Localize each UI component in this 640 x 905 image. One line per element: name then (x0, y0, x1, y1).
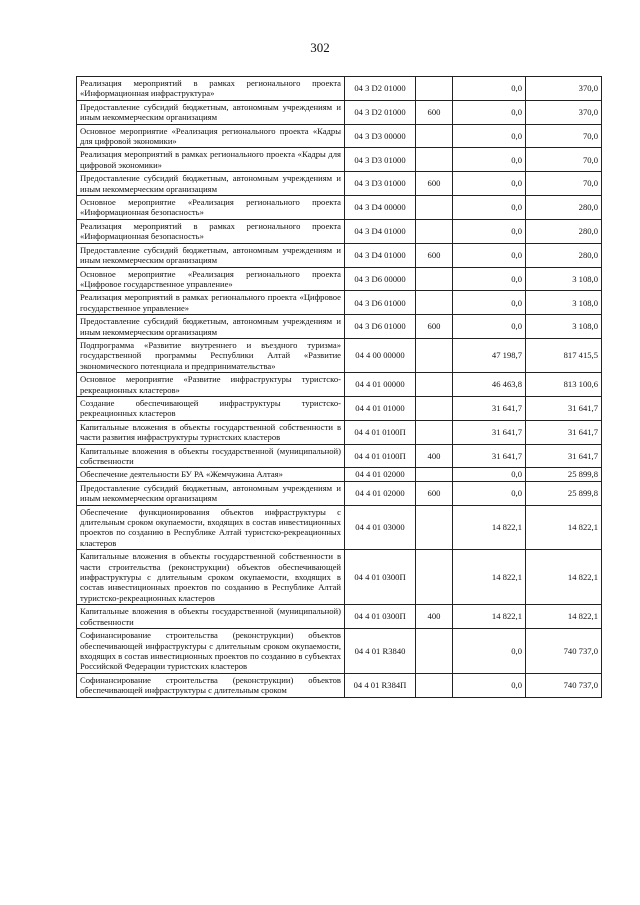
table-row (77, 505, 602, 550)
row-code-cell: 04 4 01 03000 (345, 505, 416, 550)
row-amount-1-cell: 0,0 (453, 77, 526, 101)
row-amount-1-cell: 47 198,7 (453, 338, 526, 372)
budget-table-body (77, 77, 602, 698)
row-amount-2-cell: 3 108,0 (526, 291, 602, 315)
row-expense-type-cell: 600 (416, 100, 453, 124)
page-number: 302 (310, 40, 330, 55)
row-code-cell: 04 4 01 0100П (345, 444, 416, 468)
table-row (77, 605, 602, 629)
row-name-cell: Капитальные вложения в объекты государственной собственности в части развития инфраструктуры турнстских кластеров (77, 420, 345, 444)
row-name-cell: Капитальные вложения в объекты государственной собственности в части строительства (реконструкции) объектов обеспечивающей инфраструктуры с длительным сроком окупаемости, входящих в состав инвестиционных проектов по созданию в Республике Алтай туристско-рекреационных кластеров (77, 550, 345, 605)
row-expense-type-cell: 600 (416, 315, 453, 339)
row-name-cell: Обеспечение функционирования объектов инфраструктуры с длительным сроком окупаемости, входящих в состав инвестиционных проектов по созданию в Республике Алтай туристско-рекреационных кластеров (77, 505, 345, 550)
row-name-cell: Подпрограмма «Развитие внутреннего и въездного туризма» государственной программы Республики Алтай «Развитие экономического потенциала и предпринимательства» (77, 338, 345, 372)
row-amount-2-cell: 370,0 (526, 77, 602, 101)
row-expense-type-cell (416, 373, 453, 397)
row-name-cell: Основное мероприятие «Реализация регионального проекта «Цифровое государственное управление» (77, 267, 345, 291)
row-code-cell: 04 3 D3 00000 (345, 124, 416, 148)
table-row (77, 629, 602, 674)
row-code-cell: 04 4 01 R3840 (345, 629, 416, 674)
table-row (77, 291, 602, 315)
table-row (77, 100, 602, 124)
row-code-cell: 04 3 D2 01000 (345, 77, 416, 101)
row-amount-2-cell: 70,0 (526, 124, 602, 148)
row-name-cell: Реализация мероприятий в рамках регионального проекта «Кадры для цифровой экономики» (77, 148, 345, 172)
row-amount-2-cell: 280,0 (526, 196, 602, 220)
table-row (77, 550, 602, 605)
row-code-cell: 04 3 D6 01000 (345, 291, 416, 315)
row-expense-type-cell: 400 (416, 444, 453, 468)
row-amount-1-cell: 14 822,1 (453, 550, 526, 605)
table-row (77, 444, 602, 468)
row-expense-type-cell (416, 338, 453, 372)
row-amount-1-cell: 14 822,1 (453, 605, 526, 629)
row-amount-1-cell: 0,0 (453, 100, 526, 124)
row-amount-2-cell: 817 415,5 (526, 338, 602, 372)
row-expense-type-cell (416, 629, 453, 674)
row-name-cell: Реализация мероприятий в рамках регионального проекта «Информационная безопасность» (77, 219, 345, 243)
table-row (77, 373, 602, 397)
row-code-cell: 04 3 D6 01000 (345, 315, 416, 339)
row-amount-1-cell: 0,0 (453, 481, 526, 505)
row-amount-1-cell: 0,0 (453, 291, 526, 315)
row-amount-2-cell: 31 641,7 (526, 444, 602, 468)
row-expense-type-cell (416, 468, 453, 481)
row-code-cell: 04 4 01 0100П (345, 420, 416, 444)
row-expense-type-cell (416, 396, 453, 420)
row-amount-1-cell: 0,0 (453, 673, 526, 697)
row-amount-2-cell: 280,0 (526, 219, 602, 243)
row-code-cell: 04 4 01 0300П (345, 550, 416, 605)
row-amount-1-cell: 0,0 (453, 629, 526, 674)
row-amount-2-cell: 70,0 (526, 148, 602, 172)
row-code-cell: 04 3 D4 01000 (345, 243, 416, 267)
row-name-cell: Основное мероприятие «Развитие инфраструктуры туристско-рекреационных кластеров» (77, 373, 345, 397)
row-name-cell: Капитальные вложения в объекты государственной (муниципальной) собственности (77, 605, 345, 629)
row-expense-type-cell: 600 (416, 243, 453, 267)
row-code-cell: 04 3 D2 01000 (345, 100, 416, 124)
row-amount-2-cell: 25 899,8 (526, 468, 602, 481)
table-row (77, 172, 602, 196)
table-row (77, 481, 602, 505)
budget-table (76, 76, 602, 698)
row-name-cell: Предоставление субсидий бюджетным, автономным учреждениям и иным некоммерческим организациям (77, 100, 345, 124)
row-name-cell: Софинансирование строительства (реконструкции) объектов обеспечивающей инфраструктуры с длительным сроком окупаемости, входящих в состав инвестиционных проектов по созданию в субъектах Российской Федерации туристских кластеров (77, 629, 345, 674)
row-amount-2-cell: 740 737,0 (526, 673, 602, 697)
row-amount-1-cell: 31 641,7 (453, 420, 526, 444)
row-expense-type-cell (416, 77, 453, 101)
row-code-cell: 04 4 01 R384П (345, 673, 416, 697)
table-row (77, 148, 602, 172)
row-code-cell: 04 3 D4 01000 (345, 219, 416, 243)
row-amount-2-cell: 740 737,0 (526, 629, 602, 674)
row-amount-2-cell: 3 108,0 (526, 267, 602, 291)
row-code-cell: 04 3 D3 01000 (345, 172, 416, 196)
table-row (77, 196, 602, 220)
row-code-cell: 04 4 01 01000 (345, 396, 416, 420)
row-amount-2-cell: 31 641,7 (526, 396, 602, 420)
row-amount-1-cell: 0,0 (453, 196, 526, 220)
table-row (77, 420, 602, 444)
row-amount-2-cell: 813 100,6 (526, 373, 602, 397)
table-row (77, 468, 602, 481)
row-amount-1-cell: 0,0 (453, 267, 526, 291)
row-amount-2-cell: 14 822,1 (526, 505, 602, 550)
table-row (77, 315, 602, 339)
table-row (77, 338, 602, 372)
row-name-cell: Софинансирование строительства (реконструкции) объектов обеспечивающей инфраструктуры с длительным сроком (77, 673, 345, 697)
row-expense-type-cell: 600 (416, 481, 453, 505)
row-expense-type-cell (416, 124, 453, 148)
row-name-cell: Обеспечение деятельности БУ РА «Жемчужина Алтая» (77, 468, 345, 481)
row-code-cell: 04 3 D3 01000 (345, 148, 416, 172)
row-code-cell: 04 4 01 02000 (345, 468, 416, 481)
row-expense-type-cell (416, 219, 453, 243)
row-amount-1-cell: 0,0 (453, 219, 526, 243)
row-amount-2-cell: 370,0 (526, 100, 602, 124)
row-amount-2-cell: 70,0 (526, 172, 602, 196)
row-amount-1-cell: 0,0 (453, 315, 526, 339)
row-code-cell: 04 3 D4 00000 (345, 196, 416, 220)
row-amount-1-cell: 0,0 (453, 243, 526, 267)
row-name-cell: Основное мероприятие «Реализация регионального проекта «Кадры для цифровой экономики» (77, 124, 345, 148)
row-expense-type-cell (416, 148, 453, 172)
row-expense-type-cell: 400 (416, 605, 453, 629)
table-row (77, 396, 602, 420)
row-name-cell: Предоставление субсидий бюджетным, автономным учреждениям и иным некоммерческим организациям (77, 243, 345, 267)
row-expense-type-cell: 600 (416, 172, 453, 196)
table-row (77, 673, 602, 697)
row-expense-type-cell (416, 291, 453, 315)
row-amount-1-cell: 0,0 (453, 148, 526, 172)
row-name-cell: Реализация мероприятий в рамках регионального проекта «Цифровое государственное управление» (77, 291, 345, 315)
row-name-cell: Предоставление субсидий бюджетным, автономным учреждениям и иным некоммерческим организациям (77, 481, 345, 505)
row-amount-2-cell: 31 641,7 (526, 420, 602, 444)
row-name-cell: Предоставление субсидий бюджетным, автономным учреждениям и иным некоммерческим организациям (77, 172, 345, 196)
row-amount-1-cell: 0,0 (453, 468, 526, 481)
row-amount-1-cell: 46 463,8 (453, 373, 526, 397)
row-name-cell: Создание обеспечивающей инфраструктуры туристско-рекреационных кластеров (77, 396, 345, 420)
row-name-cell: Основное мероприятие «Реализация регионального проекта «Информационная безопасность» (77, 196, 345, 220)
row-name-cell: Реализация мероприятий в рамках регионального проекта «Информационная инфраструктура» (77, 77, 345, 101)
table-row (77, 124, 602, 148)
table-row (77, 77, 602, 101)
row-name-cell: Капитальные вложения в объекты государственной (муниципальной) собственности (77, 444, 345, 468)
table-row (77, 267, 602, 291)
table-row (77, 243, 602, 267)
row-expense-type-cell (416, 420, 453, 444)
table-row (77, 219, 602, 243)
row-amount-2-cell: 25 899,8 (526, 481, 602, 505)
row-expense-type-cell (416, 196, 453, 220)
row-name-cell: Предоставление субсидий бюджетным, автономным учреждениям и иным некоммерческим организациям (77, 315, 345, 339)
row-expense-type-cell (416, 550, 453, 605)
row-code-cell: 04 3 D6 00000 (345, 267, 416, 291)
row-amount-2-cell: 14 822,1 (526, 605, 602, 629)
row-code-cell: 04 4 01 02000 (345, 481, 416, 505)
row-amount-2-cell: 3 108,0 (526, 315, 602, 339)
row-amount-2-cell: 280,0 (526, 243, 602, 267)
row-code-cell: 04 4 01 0300П (345, 605, 416, 629)
row-expense-type-cell (416, 673, 453, 697)
row-code-cell: 04 4 00 00000 (345, 338, 416, 372)
row-code-cell: 04 4 01 00000 (345, 373, 416, 397)
row-amount-1-cell: 31 641,7 (453, 444, 526, 468)
row-expense-type-cell (416, 505, 453, 550)
row-amount-1-cell: 14 822,1 (453, 505, 526, 550)
row-amount-1-cell: 31 641,7 (453, 396, 526, 420)
row-amount-1-cell: 0,0 (453, 172, 526, 196)
row-expense-type-cell (416, 267, 453, 291)
row-amount-2-cell: 14 822,1 (526, 550, 602, 605)
row-amount-1-cell: 0,0 (453, 124, 526, 148)
